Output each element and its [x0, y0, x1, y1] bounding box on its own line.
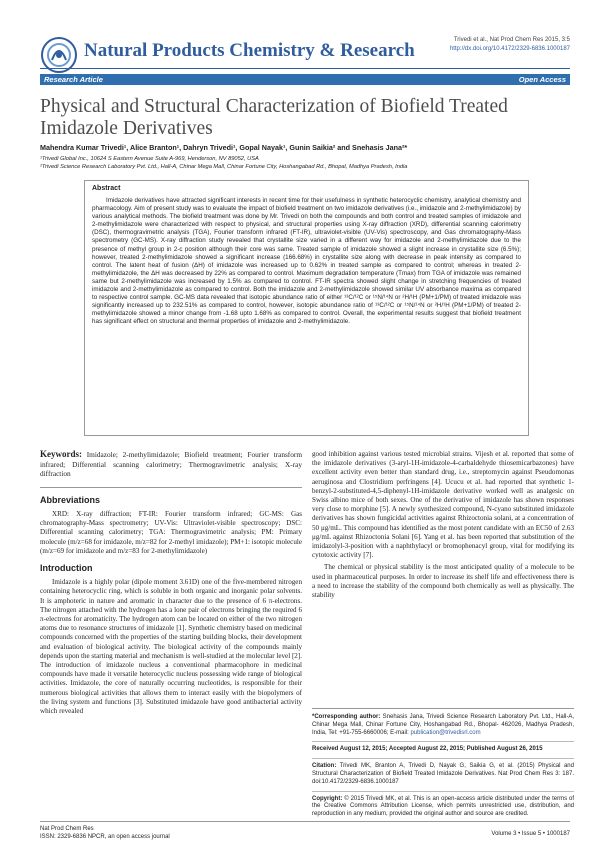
introduction-paragraph-2: good inhibition against various tested microbial strains. Vijesh et al. reported that some of the imidazole derivatives (3-aryl-1H-imidazole-4-carbaldehyde thiosemicarbazones) have excellent activity even better than standard drug, i.e., streptomycin against Pseudomonas aeruginosa and Clostridium perfringens [4]. Ucucu et al. had reported that synthetic 1-benzyl-2-substituted-4,5-diphenyl-1H-imidazole derivative worked well as analgesic on Swiss albino mice of both sexes. One of the derivative of imidazole has shown responses very close to morphine [5]. A newly synthesized compound, N-cyano substituted imidazole derivatives has shown fungicidal activities against Rhizoctonia solani, at a concentration of 50 μg/mL. This compound has identified as the most potent candidate with an EC50 of 2.63 μg/mL against Rhizoctonia Solani [6]. Yang et al. has been reported that substitution of the imidazolyl-3-position with a naphthylacyl or bromophenacyl group, vital for modifying its cytotoxic activity [7]. [312, 450, 574, 560]
copyright-block [312, 796, 574, 819]
affiliation-2: ²Trivedi Science Research Laboratory Pvt. Ltd., Hall-A, Chinar Mega Mall, Chinar Fortune City, Hoshangabad Rd., Bhopal, Madhya Pradesh, India [40, 164, 408, 170]
author-email-link[interactable]: publication@trivedisrl.com [410, 729, 481, 736]
citation-text: Trivedi MK, Branton A, Trivedi D, Nayak G, Saikia G, et al. (2015) Physical and Structural Characterization of Biofield Treated Imidazole Derivatives. Nat Prod Chem Res 3: 187. doi:10.4172/2329-6836.1000187 [312, 763, 574, 785]
copyright-text: © 2015 Trivedi MK, et al. This is an open-access article distributed under the terms of the Creative Commons Attribution License, which permits unrestricted use, distribution, and reproduction in any medium, provided the original author and source are credited. [312, 795, 574, 818]
introduction-heading: Introduction [40, 563, 93, 573]
introduction-paragraph-1: Imidazole is a highly polar (dipole moment 3.61D) one of the five-membered nitrogen containing heterocyclic ring, which is soluble in both organic and inorganic polar solvents. It is amphoteric in nature and aromatic in character due to the presence of 6 π-electrons. The nitrogen attached with the hydrogen has a lone pair of electrons bringing the required 6 π-electrons for aromaticity. The hydrogen atom can be located on either of the two nitrogen atoms due to resonance structures of imidazole [1]. Synthetic chemistry based on medicinal compounds concerned with the properties of the starting building blocks, their development and evaluation of biological activity. The biological activity of the compounds mainly depends upon the starting material and mechanism is well-studied at the molecular level [2]. The introduction of imidazole nucleus a conventional pharmacophore in medicinal compounds have made it versatile heterocyclic nucleus possessing wide range of biological activities. Imidazole, the core of naturally occurring nucleotides, is responsible for their numerous biological activities that allows them to interact easily with the biopolymers of the living system and functions [3]. Substituted imidazole have good antibacterial activity which revealed [40, 578, 302, 716]
paper-title: Physical and Structural Characterization of Biofield Treated Imidazole Derivatives [40, 96, 508, 139]
dates-divider [312, 758, 574, 759]
affiliations [40, 155, 580, 171]
abstract-text: Imidazole derivatives have attracted significant interests in recent time for their usefulness in synthetic heterocyclic chemistry, analytical chemistry and pharmacology. Aim of present study was to evaluate the impact of biofield treatment on two imidazole derivatives (i.e., imidazole and 2-methylimidazole) by various analytical methods. The biofield treatment was done by Mr. Trivedi on both the compounds and both control and treated samples of imidazole and 2-methylimidazole were characterized with respect to physical, and structural properties using X-ray diffraction (XRD), differential scanning calorimetry (DSC), thermogravimetric analysis (TGA), Fourier transform infrared (FT-IR), ultraviolet-visible (UV-Vis) spectroscopy, and Gas chromatography-Mass spectrometry (GC-MS). X-ray diffraction study revealed that crystallite size varied in a different way for imidazole and 2-methylimidazole due to the presence of methyl group in 2-c position although their core was same. Treated sample of imidazole showed a slight increase in crystallite size (6.5%); however, treated 2-methylimidazole showed a significant increase (166.68%) in crystallite size along with decrease in peak intensity as compared to control. The latent heat of fusion (ΔH) of imidazole was increased up to 0.62% in treated sample as compared to control; whereas in treated 2-methylimidazole, the ΔH was decreased by 22% as compared to control. Maximum degradation temperature (Tmax) from TGA of imidazole was remained same but 2-methylimidazole was increased by 1.5% as compared to control. FT-IR spectra showed slight change in stretching frequencies of treated imidazole and 2-methylimidazole as compared to control. Both the imidazole and 2-methylimidazole showed similar UV absorbance maxima as compared to respective control sample. GC-MS data revealed that isotopic abundance ratio of either ¹³C/¹²C or ¹⁵N/¹⁴N or ²H/¹H (PM+1/PM) of treated imidazole was significantly increased up to 232.51% as compared to control, however, isotopic abundance ratio of ¹³C/¹²C or ¹⁵N/¹⁴N or ²H/¹H (PM+1/PM) of treated 2-methylimidazole showed a minor change from -1.68 upto 1.68% as compared to control. Overall, the experimental results suggest that biofield treatment has significant effect on structural and thermal properties of imidazole and 2-methylimidazole. [92, 197, 521, 326]
author-list: Mahendra Kumar Trivedi¹, Alice Branton¹, Dahryn Trivedi¹, Gopal Nayak¹, Gunin Saikia² and Snehasis Jana²* [40, 143, 408, 152]
copyright-label: Copyright: [312, 795, 343, 802]
corresponding-author [312, 714, 574, 737]
affiliation-1: ¹Trivedi Global Inc., 10624 S Eastern Avenue Suite A-969, Henderson, NV 89052, USA [40, 156, 259, 162]
footer-journal-info [40, 825, 170, 841]
corresponding-author-text: Snehasis Jana, Trivedi Science Research Laboratory Pvt. Ltd., Hall-A, Chinar Mega Mall, Chinar Fortune City, Hoshangabad Rd., Bhopal- 462026, Madhya Pradesh, India, Tel: +91-755-6660006; E-mail: [312, 714, 574, 736]
abbreviations-heading: Abbreviations [40, 494, 101, 505]
footer-volume: Volume 3 • Issue 5 • 1000187 [491, 831, 570, 837]
abstract-box [84, 180, 529, 436]
keywords [40, 450, 302, 479]
footer-divider [40, 821, 570, 822]
corresponding-author-label: *Corresponding author: [312, 714, 381, 720]
abstract-heading: Abstract [92, 185, 121, 192]
publication-dates: Received August 12, 2015; Accepted August 22, 2015; Published August 26, 2015 [312, 746, 543, 753]
keywords-text: Imidazole; 2-methylimidazole; Biofield treatment; Fourier transform infrared; Differential scanning calorimetry; Thermogravimetric analysis; X-ray diffraction [40, 450, 302, 479]
introduction-paragraph-3: The chemical or physical stability is the most anticipated quality of a molecule to be used in pharmaceutical purposes. In order to increase its shelf life and effectiveness there is a need to increase the stability of the compound both chemically as well as physically. The stability [312, 563, 574, 600]
citation-block [312, 763, 574, 786]
article-type-label: Research Article [44, 75, 103, 84]
header-citation-text: Trivedi et al., Nat Prod Chem Res 2015, 3:5 [453, 37, 570, 43]
journal-title: Natural Products Chemistry & Research [84, 40, 415, 61]
doi-link[interactable]: http://dx.doi.org/10.4172/2329-6836.1000187 [449, 46, 570, 52]
correspondence-divider [312, 741, 574, 742]
keywords-label: Keywords: [40, 449, 82, 459]
right-column [312, 450, 574, 603]
header-citation [450, 36, 570, 54]
header-divider [40, 68, 570, 69]
correspondence-box [312, 708, 574, 822]
footer-issn: ISSN: 2329-6836 NPCR, an open access journal [40, 834, 170, 840]
abbreviations-text: XRD: X-ray diffraction; FT-IR: Fourier transform infrared; GC-MS: Gas chromatography-Mass spectrometry; UV-Vis: Ultraviolet-visible spectroscopy; DSC: Differential scanning calorimetry; TGA: Thermogravimetric analysis; PM: Primary molecule (m/z=68 for imidazole, m/z=82 for 2-methyl imidazole); PM+1: isotopic molecule (m/z=69 for imidazole and m/z=83 for 2-methylimidazole) [40, 509, 302, 555]
left-column [40, 450, 302, 719]
citation-label: Citation: [312, 763, 337, 770]
footer-journal-short: Nat Prod Chem Res [40, 826, 94, 832]
citation-divider [312, 791, 574, 792]
open-access-label: Open Access [518, 75, 566, 84]
section-divider [40, 487, 302, 488]
article-type-bar [40, 74, 570, 85]
